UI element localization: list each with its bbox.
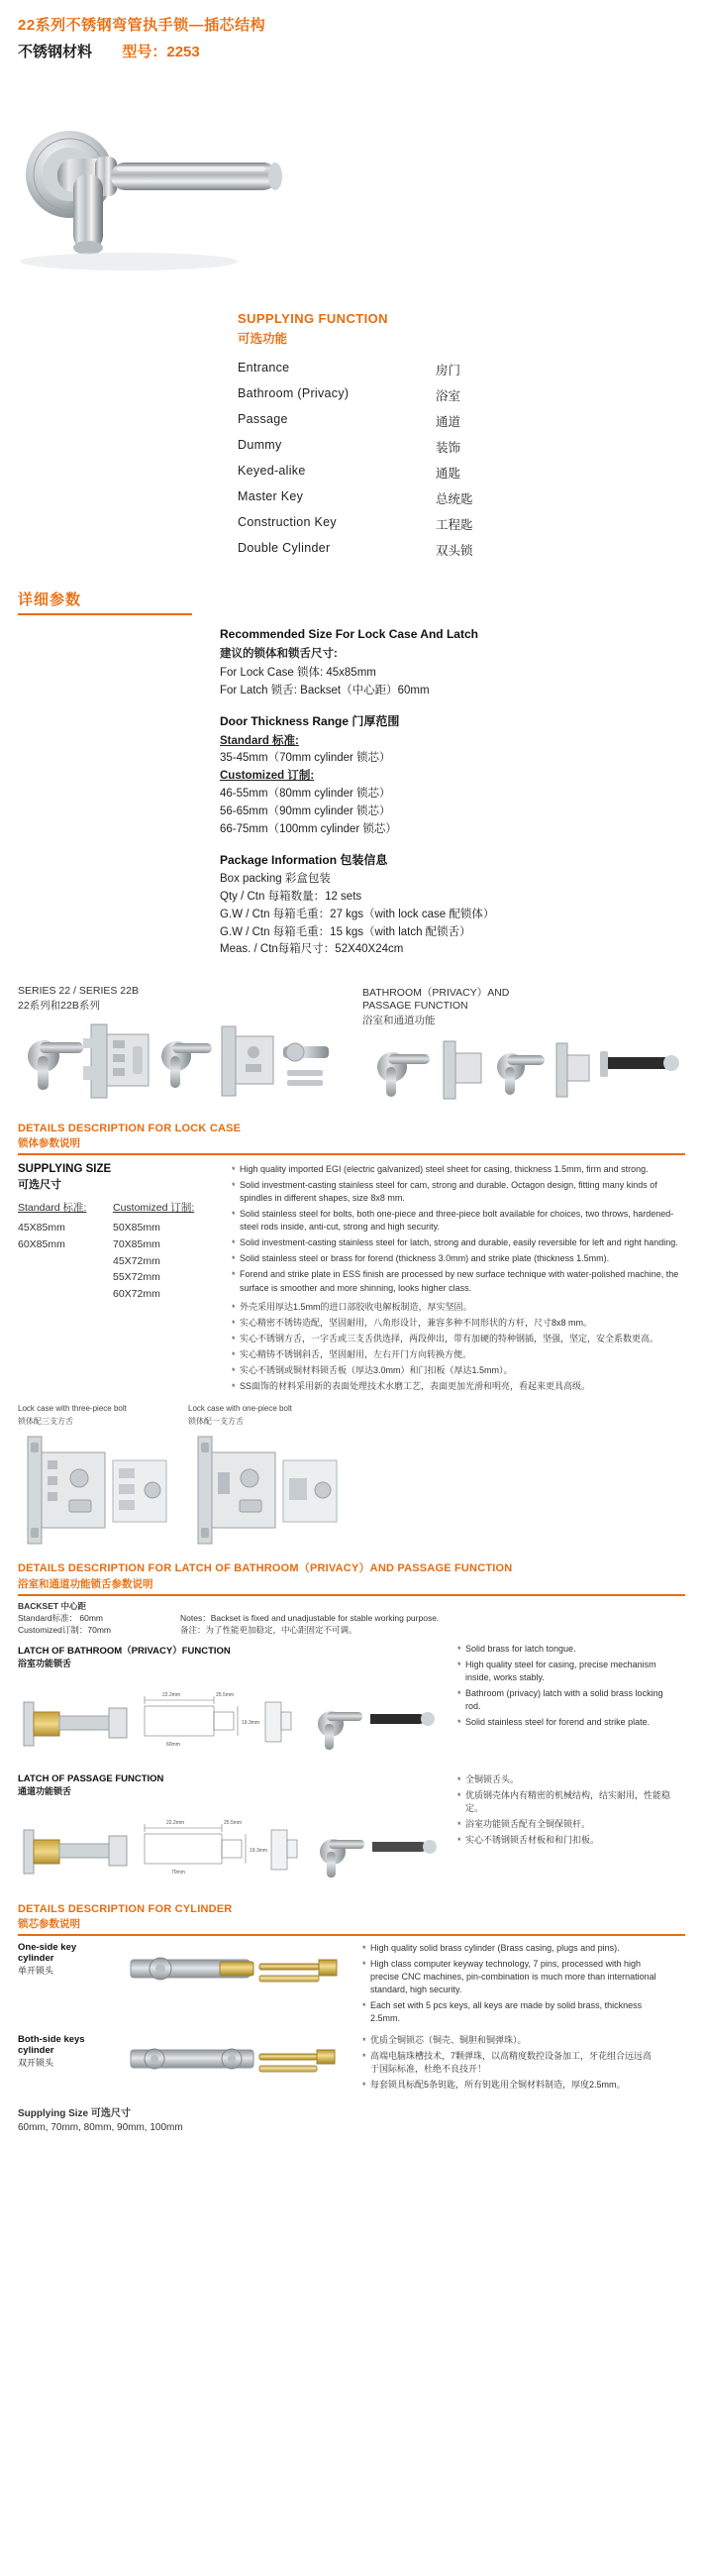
lockcase-section-heading (0, 1111, 703, 1155)
latch-bullets-en (457, 1643, 677, 1729)
function-name-cn: 装饰 (436, 441, 461, 455)
latch-passage-title-en: LATCH OF PASSAGE FUNCTION (18, 1772, 164, 1784)
table-row (238, 357, 505, 382)
supplying-function-table (238, 357, 505, 563)
function-name-en: Dummy (238, 438, 282, 452)
series-22-lockset-drawing (18, 1013, 345, 1108)
list-item: * Bathroom (privacy) latch with a solid brass locking rod. (457, 1687, 677, 1713)
bathroom-passage-col (362, 985, 689, 1111)
list-item: * Solid investment-casting stainless steel for cam, strong and durable. Octagon design, fitting many kinds of spindles in different shapes, size 8x8 mm. (232, 1179, 679, 1205)
list-item: * 实心不锈钢锁舌材板和和门扣板。 (457, 1834, 677, 1847)
latch-bullets-cn (457, 1773, 677, 1847)
details-heading-label: 详细参数 (18, 591, 82, 608)
function-name-en: Entrance (238, 361, 290, 375)
cylinder-double-label-cn: 双开锁头 (18, 2057, 54, 2068)
series-22-col (18, 985, 345, 1111)
list-item: * Solid stainless steel for forend and strike plate. (457, 1716, 677, 1729)
double-cylinder-drawing (121, 2034, 351, 2090)
list-item: * 浴室功能锁舌配有全铜保锁杆。 (457, 1818, 677, 1831)
series-caption-cn: 22系列和22B系列 (18, 1000, 100, 1013)
list-item: * Solid investment-casting stainless steel for latch, strong and durable, easily reversible for left and right handing. (232, 1236, 679, 1249)
backset-note-en: Notes：Backset is fixed and unadjustable for stable working purpose. (180, 1612, 440, 1623)
bathroom-caption-cn: 浴室和通道功能 (362, 1015, 436, 1027)
standard-size-label: Standard 标准: (18, 1202, 87, 1215)
backset-standard: Standard标准： 60mm (18, 1612, 103, 1623)
lockcase-drawings-row (0, 1396, 703, 1550)
lockcase-bullets-col (232, 1163, 679, 1396)
door-thickness-custom-line: 66-75mm（100mm cylinder 锁芯） (220, 822, 397, 835)
lockcase-three-piece-drawing (18, 1431, 174, 1550)
list-item: * Each set with 5 pcs keys, all keys are made by solid brass, thickness 2.5mm. (362, 1999, 659, 2025)
cylinder-double-label-en: Both-side keys cylinder (18, 2033, 85, 2056)
list-item: 50X85mm (113, 1221, 160, 1234)
svg-text:19.3mm: 19.3mm (242, 1719, 260, 1726)
svg-text:22.2mm: 22.2mm (162, 1691, 181, 1698)
svg-text:70mm: 70mm (171, 1869, 185, 1876)
bathroom-caption-en-1: BATHROOM（PRIVACY）AND (362, 987, 510, 1000)
model-label: 型号：2253 (122, 44, 200, 60)
latch-passage-drawing (18, 1800, 444, 1895)
cylinder-bullets-en (362, 1942, 659, 2028)
table-row (238, 460, 505, 485)
standard-size-list (18, 1200, 113, 1303)
cylinder-single-label (18, 1942, 109, 2028)
list-item: * 实心精密不锈铸造配，坚固耐用，八角形设计，兼容多种不同形状的方杆，尺寸8x8 mm。 (232, 1317, 679, 1330)
cylinder-title-cn: 锁芯参数说明 (18, 1917, 80, 1930)
list-item: * 实心精铸不锈钢斜舌，坚固耐用，左右开门方向转换方便。 (232, 1348, 679, 1361)
lockcase-three-piece-cell (18, 1404, 174, 1550)
door-handle-illustration (0, 67, 703, 305)
list-item: * High class computer keyway technology, 7 pins, processed with high precise CNC machines, pin-combination is much more than international standard, high security. (362, 1958, 659, 1996)
recommended-size-title: Recommended Size For Lock Case And Latch (220, 627, 478, 641)
package-info-line: G.W / Ctn 每箱毛重：15 kgs（with latch 配锁舌） (220, 925, 471, 938)
supplying-size-title-en: SUPPLYING SIZE (18, 1163, 112, 1176)
latch-underline (18, 1594, 685, 1596)
list-item: * Solid stainless steel or brass for forend (thickness 3.0mm) and strike plate (thickness 1.5mm). (232, 1252, 679, 1265)
cylinder-supplying-size-value: 60mm, 70mm, 80mm, 90mm, 100mm (18, 2122, 183, 2134)
latch-section (0, 1550, 703, 1895)
cylinder-supplying-size-label: Supplying Size 可选尺寸 (18, 2108, 131, 2120)
list-item: * 实心不锈钢或铜材料锁舌板（厚达3.0mm）和门扣板（厚达1.5mm）。 (232, 1364, 679, 1377)
svg-text:25.5mm: 25.5mm (216, 1691, 235, 1698)
latch-bathroom-drawing (18, 1672, 444, 1768)
cylinder-double-row (18, 2034, 685, 2094)
latch-bathroom-title-en: LATCH OF BATHROOM（PRIVACY）FUNCTION (18, 1645, 231, 1657)
lockcase-bullets-cn (232, 1301, 679, 1393)
lockcase-bullets-en (232, 1163, 679, 1294)
bathroom-caption-en-2: PASSAGE FUNCTION (362, 1000, 468, 1013)
drawing-caption-en: Lock case with one-piece bolt (188, 1403, 292, 1413)
drawing-caption-cn: 锁体配三支方舌 (18, 1417, 73, 1427)
cylinder-underline (18, 1934, 685, 1936)
package-info-line: Box packing 彩盒包装 (220, 873, 331, 886)
function-name-cn: 双头锁 (436, 544, 473, 558)
backset-note-cn: 备注：为了性能更加稳定，中心距固定不可调。 (180, 1625, 357, 1636)
cylinder-bullets-cn (362, 2034, 659, 2094)
list-item: * 每套锁具标配5条钥匙，所有钥匙用全铜材料制造，厚度2.5mm。 (362, 2079, 659, 2092)
function-name-cn: 浴室 (436, 389, 461, 403)
function-name-en: Bathroom (Privacy) (238, 386, 350, 400)
list-item: * High quality steel for casing, precise mechanism inside, works stably. (457, 1659, 677, 1684)
cylinder-double-image (121, 2034, 351, 2094)
supplying-size-title-cn: 可选尺寸 (18, 1179, 61, 1192)
material-label: 不锈钢材料 (18, 44, 93, 60)
cylinder-single-image (121, 1942, 351, 2028)
drawing-caption-en: Lock case with three-piece bolt (18, 1403, 127, 1413)
bathroom-passage-drawing (362, 1027, 689, 1111)
series-drawings-row (0, 971, 703, 1111)
details-section-heading (0, 563, 703, 615)
list-item: * 优质全铜锁芯（铜壳、铜胆和铜弹珠）。 (362, 2034, 659, 2047)
lockcase-title-cn: 锁体参数说明 (18, 1137, 80, 1150)
lockcase-sizes-row (0, 1155, 703, 1396)
recommended-size-title-cn: 建议的锁体和锁舌尺寸: (220, 647, 338, 660)
page-title: 22系列不锈钢弯管执手锁—插芯结构 (18, 17, 266, 34)
series-caption-en: SERIES 22 / SERIES 22B (18, 985, 139, 998)
latch-title-cn: 浴室和通道功能锁舌参数说明 (18, 1577, 153, 1590)
list-item: * 优质钢壳体内有精密的机械结构，结实耐用，性能稳定。 (457, 1789, 677, 1815)
function-name-en: Passage (238, 412, 288, 426)
function-name-cn: 通匙 (436, 467, 461, 481)
supplying-function-title: SUPPLYING FUNCTION (238, 311, 388, 326)
list-item: 60X72mm (113, 1288, 160, 1301)
supplying-function-title-cn: 可选功能 (238, 332, 288, 346)
package-info-block (220, 851, 685, 960)
customized-size-list (113, 1200, 208, 1303)
list-item: * High quality solid brass cylinder (Brass casing, plugs and pins). (362, 1942, 659, 1955)
drawing-caption-cn: 锁体配一支方舌 (188, 1417, 244, 1427)
door-thickness-custom-line: 46-55mm（80mm cylinder 锁芯） (220, 788, 391, 801)
customized-size-label: Customized 订制: (113, 1202, 195, 1215)
parameters-block (0, 615, 703, 959)
list-item: 45X85mm (18, 1221, 65, 1234)
list-item: 70X85mm (113, 1237, 160, 1250)
svg-text:19.3mm: 19.3mm (250, 1847, 268, 1854)
svg-text:22.2mm: 22.2mm (166, 1819, 185, 1826)
page-subtitle (18, 41, 685, 61)
cylinder-section (0, 1895, 703, 2094)
backset-customized: Customized订制：70mm (18, 1625, 111, 1636)
supplying-size-col (18, 1163, 216, 1396)
list-item: * Solid stainless steel for bolts, both one-piece and three-piece bolt available for choices, two throws, hardened-steel rods inside, anti-cut, strong and high security. (232, 1208, 679, 1234)
function-name-cn: 总统匙 (436, 492, 473, 506)
latch-passage-block (18, 1773, 685, 1895)
cylinder-single-row (18, 1942, 685, 2028)
latch-title-en: DETAILS DESCRIPTION FOR LATCH OF BATHROOM（PRIVACY）AND PASSAGE FUNCTION (18, 1561, 513, 1574)
table-row (238, 537, 505, 563)
supplying-function-section (0, 305, 703, 563)
table-row (238, 511, 505, 537)
list-item: 45X72mm (113, 1254, 160, 1267)
svg-text:25.5mm: 25.5mm (224, 1819, 243, 1826)
list-item: * High quality imported EGI (electric galvanized) steel sheet for casing, thickness 1.5mm, firm and strong. (232, 1163, 679, 1176)
page-header (0, 0, 703, 67)
table-row (238, 485, 505, 511)
svg-text:60mm: 60mm (166, 1741, 180, 1748)
backset-info (18, 1600, 685, 1637)
function-name-en: Double Cylinder (238, 541, 331, 555)
function-name-en: Master Key (238, 489, 304, 503)
function-name-cn: 通道 (436, 415, 461, 429)
door-thickness-custom-label: Customized 订制: (220, 770, 315, 783)
list-item: 60X85mm (18, 1237, 65, 1250)
recommended-size-line: For Latch 锁舌: Backset（中心距）60mm (220, 685, 430, 698)
latch-bathroom-block (18, 1643, 685, 1768)
package-info-line: Meas. / Ctn每箱尺寸：52X40X24cm (220, 943, 404, 956)
door-thickness-standard-line: 35-45mm（70mm cylinder 锁芯） (220, 752, 391, 765)
door-thickness-custom-line: 56-65mm（90mm cylinder 锁芯） (220, 805, 391, 817)
package-info-line: Qty / Ctn 每箱数量：12 sets (220, 890, 362, 903)
table-row (238, 382, 505, 408)
lockcase-one-piece-cell (188, 1404, 345, 1550)
list-item: * 实心不锈钢方舌，一字舌或三支舌供选择，两段伸出，带有加硬的特种钢插，坚强，坚定，安全系数更高。 (232, 1333, 679, 1345)
backset-label: BACKSET 中心距 (18, 1600, 86, 1611)
list-item: * SS面饰的材料采用新的表面处理技术水磨工艺，表面更加光滑和明亮，看起来更具高级。 (232, 1380, 679, 1393)
function-name-cn: 房门 (436, 364, 461, 377)
list-item: * 外壳采用厚达1.5mm的进口部胶收电解板制造，厚实坚固。 (232, 1301, 679, 1314)
list-item: * 高端电脑珠槽技术，7颗弹珠，以高精度数控设备加工，牙花组合远远高于国际标准，杜绝不良技开！ (362, 2050, 659, 2076)
package-info-title: Package Information 包装信息 (220, 852, 388, 867)
latch-passage-title-cn: 通道功能锁舌 (18, 1785, 72, 1796)
cylinder-single-label-en: One-side key cylinder (18, 1941, 77, 1964)
list-item: 55X72mm (113, 1271, 160, 1284)
table-row (238, 408, 505, 434)
door-thickness-title: Door Thickness Range 门厚范围 (220, 714, 400, 729)
recommended-size-line: For Lock Case 锁体: 45x85mm (220, 667, 376, 680)
table-row (238, 434, 505, 460)
hero-product-image (0, 67, 703, 305)
cylinder-title-en: DETAILS DESCRIPTION FOR CYLINDER (18, 1902, 233, 1915)
latch-bathroom-title-cn: 浴室功能锁舌 (18, 1658, 72, 1668)
door-thickness-block (220, 712, 685, 838)
function-name-en: Keyed-alike (238, 464, 306, 478)
recommended-size-block (220, 625, 685, 700)
lockcase-title-en: DETAILS DESCRIPTION FOR LOCK CASE (18, 1123, 242, 1135)
list-item: * Solid brass for latch tongue. (457, 1643, 677, 1656)
list-item: * 全铜锁舌头。 (457, 1773, 677, 1786)
door-thickness-standard-label: Standard 标准: (220, 734, 299, 747)
list-item: * Forend and strike plate in ESS finish are processed by new surface technique with water-polished machine, the surface is smoother and more shinning, looks higher class. (232, 1268, 679, 1294)
function-name-cn: 工程匙 (436, 518, 473, 532)
package-info-line: G.W / Ctn 每箱毛重：27 kgs（with lock case 配锁体） (220, 908, 495, 920)
single-cylinder-drawing (121, 1942, 351, 2001)
lockcase-one-piece-drawing (188, 1431, 345, 1550)
cylinder-single-label-cn: 单开锁头 (18, 1965, 54, 1976)
function-name-en: Construction Key (238, 515, 337, 529)
cylinder-double-label (18, 2034, 109, 2094)
cylinder-supplying-size (0, 2094, 703, 2151)
